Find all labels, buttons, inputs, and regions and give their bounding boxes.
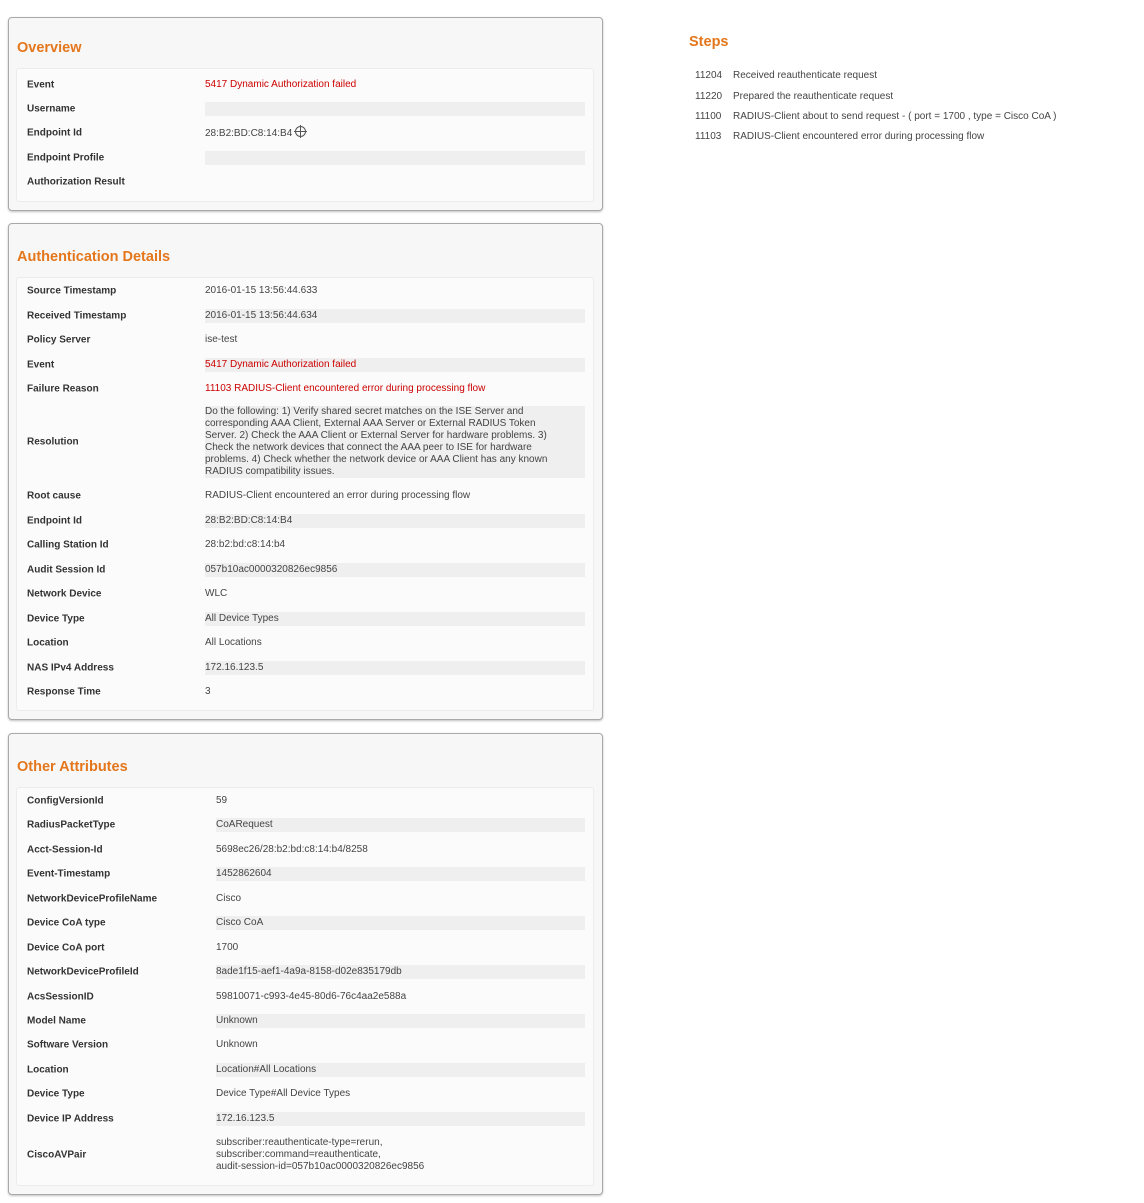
step-text: Prepared the reauthenticate request: [733, 91, 894, 102]
row-label: Failure Reason: [27, 383, 99, 395]
other-row: [17, 985, 593, 1009]
row-value: 172.16.123.5: [216, 1113, 275, 1124]
row-value: 5417 Dynamic Authorization failed: [205, 78, 357, 90]
step-item: [695, 91, 893, 102]
row-label: Location: [27, 637, 69, 649]
row-value: Cisco: [216, 893, 242, 904]
row-label: Model Name: [27, 1015, 86, 1027]
row-value: RADIUS-Client encountered an error during processing flow: [205, 490, 471, 501]
other-row: [17, 838, 593, 862]
row-label: Calling Station Id: [27, 539, 109, 551]
row-value: 8ade1f15-aef1-4a9a-8158-d02e835179db: [216, 966, 402, 977]
step-item: [695, 111, 1057, 122]
row-value: 59: [216, 795, 228, 806]
step-code: 11100: [695, 111, 722, 122]
row-label: Received Timestamp: [27, 310, 127, 322]
row-label: Audit Session Id: [27, 564, 106, 576]
row-label: CiscoAVPair: [27, 1149, 87, 1161]
row-label: NetworkDeviceProfileId: [27, 966, 139, 978]
row-value: 2016-01-15 13:56:44.634: [205, 310, 318, 321]
row-value: Unknown: [216, 1039, 258, 1050]
row-value: 59810071-c993-4e45-80d6-76c4aa2e588a: [216, 991, 407, 1002]
row-value: 1452862604: [216, 868, 272, 879]
auth-row: [17, 680, 593, 704]
row-value-shade: [205, 151, 585, 165]
row-value: CoARequest: [216, 819, 273, 830]
overview-table: [16, 68, 594, 202]
row-value: 11103 RADIUS-Client encountered error during processing flow: [205, 383, 486, 394]
row-label: Device Type: [27, 1088, 85, 1100]
row-label: NetworkDeviceProfileName: [27, 893, 158, 905]
row-label: NAS IPv4 Address: [27, 662, 114, 674]
auth-row: [17, 631, 593, 655]
step-text: RADIUS-Client about to send request - ( port = 1700 , type = Cisco CoA ): [733, 111, 1057, 122]
row-label: Device IP Address: [27, 1113, 114, 1125]
other-attributes-panel: [8, 733, 603, 1195]
other-row: [17, 1033, 593, 1057]
row-label: AcsSessionID: [27, 991, 94, 1003]
overview-row-endpoint-profile: [17, 146, 593, 169]
step-code: 11103: [695, 131, 722, 142]
row-value: ise-test: [205, 334, 238, 345]
overview-title: Overview: [17, 40, 82, 56]
overview-row-username: [17, 97, 593, 120]
auth-row-resolution: [17, 404, 593, 480]
auth-row: [17, 509, 593, 533]
row-label: Policy Server: [27, 334, 91, 346]
other-row: [17, 813, 593, 837]
row-label: Root cause: [27, 490, 81, 502]
auth-row: [17, 484, 593, 508]
row-label: Device CoA type: [27, 917, 106, 929]
row-value: 28:b2:bd:c8:14:b4: [205, 539, 286, 550]
row-value: All Device Types: [205, 613, 279, 624]
row-value: Cisco CoA: [216, 917, 264, 928]
auth-row: [17, 353, 593, 377]
step-code: 11204: [695, 70, 723, 81]
row-value: 5417 Dynamic Authorization failed: [205, 359, 357, 370]
row-label: Endpoint Id: [27, 127, 82, 139]
row-label: Network Device: [27, 588, 102, 600]
row-value: All Locations: [205, 637, 262, 648]
row-label: ConfigVersionId: [27, 795, 104, 807]
other-row: [17, 789, 593, 813]
row-value: 172.16.123.5: [205, 662, 264, 673]
other-row: [17, 1107, 593, 1131]
step-text: Received reauthenticate request: [733, 70, 877, 81]
other-row: [17, 887, 593, 911]
row-value: Location#All Locations: [216, 1064, 317, 1075]
authentication-details-panel: [8, 223, 603, 720]
auth-row: [17, 582, 593, 606]
step-item: [695, 131, 984, 142]
authentication-details-table: [16, 277, 594, 711]
auth-row: [17, 558, 593, 582]
row-label: Software Version: [27, 1039, 109, 1051]
row-value-wrap: [205, 126, 306, 140]
row-value: 5698ec26/28:b2:bd:c8:14:b4/8258: [216, 844, 368, 855]
auth-row: [17, 279, 593, 303]
row-value: Unknown: [216, 1015, 258, 1026]
other-attributes-table: [16, 787, 594, 1186]
other-row: [17, 936, 593, 960]
other-attributes-title: Other Attributes: [17, 759, 128, 775]
auth-row: [17, 533, 593, 557]
row-label: Endpoint Id: [27, 515, 82, 527]
step-code: 11220: [695, 91, 723, 102]
other-row-ciscoavpair: [17, 1133, 593, 1177]
ciscoavpair-value: subscriber:reauthenticate-type=rerun, subscriber:command=reauthenticate, audit-session-id=057b10ac0000320826ec9856: [216, 1137, 425, 1172]
resolution-value: Do the following: 1) Verify shared secret matches on the ISE Server and corresponding AAA Client, External AAA Server or External RADIUS Token Server. 2) Check the AAA Client or External Server for hardware problems. 3) Check the network devices that connect the AAA peer to ISE for hardware problems. 4) Check whether the network device or AAA Client has any known RADIUS compatibility issues.: [205, 406, 548, 477]
row-value: 1700: [216, 942, 239, 953]
auth-row: [17, 607, 593, 631]
overview-panel: [8, 17, 603, 211]
other-row: [17, 1009, 593, 1033]
other-row: [17, 862, 593, 886]
auth-row: [17, 304, 593, 328]
other-row: [17, 911, 593, 935]
row-label: Authorization Result: [27, 176, 125, 188]
row-label: Response Time: [27, 686, 101, 698]
row-label: Acct-Session-Id: [27, 844, 103, 856]
overview-row-event: [17, 73, 593, 96]
row-value: 3: [205, 686, 211, 697]
step-text: RADIUS-Client encountered error during processing flow: [733, 131, 985, 142]
auth-row: [17, 656, 593, 680]
row-label: Event: [27, 359, 55, 371]
auth-row: [17, 377, 593, 401]
row-label: Event: [27, 79, 55, 90]
row-label: Device Type: [27, 613, 85, 625]
row-label: Source Timestamp: [27, 285, 117, 297]
auth-row: [17, 328, 593, 352]
row-label: Event-Timestamp: [27, 868, 111, 880]
other-row: [17, 1082, 593, 1106]
row-label: Location: [27, 1064, 69, 1076]
row-value: 28:B2:BD:C8:14:B4: [205, 515, 293, 526]
row-label: RadiusPacketType: [27, 819, 116, 831]
row-value: WLC: [205, 588, 228, 599]
row-label: Username: [27, 103, 76, 114]
row-value: 057b10ac0000320826ec9856: [205, 564, 338, 575]
crosshair-icon[interactable]: [295, 126, 306, 137]
endpoint-id-value: 28:B2:BD:C8:14:B4: [205, 128, 293, 139]
row-value: 2016-01-15 13:56:44.633: [205, 285, 318, 296]
other-row: [17, 960, 593, 984]
overview-row-authorization-result: [17, 170, 593, 194]
row-label: Device CoA port: [27, 942, 105, 954]
overview-row-endpoint-id: [17, 121, 593, 145]
row-value-shade: [205, 102, 585, 116]
row-label: Resolution: [27, 436, 79, 448]
authentication-details-title: Authentication Details: [17, 249, 171, 265]
other-row: [17, 1058, 593, 1082]
row-label: Endpoint Profile: [27, 152, 105, 163]
step-item: [695, 70, 877, 81]
row-value: Device Type#All Device Types: [216, 1088, 351, 1099]
steps-title: Steps: [689, 34, 729, 50]
